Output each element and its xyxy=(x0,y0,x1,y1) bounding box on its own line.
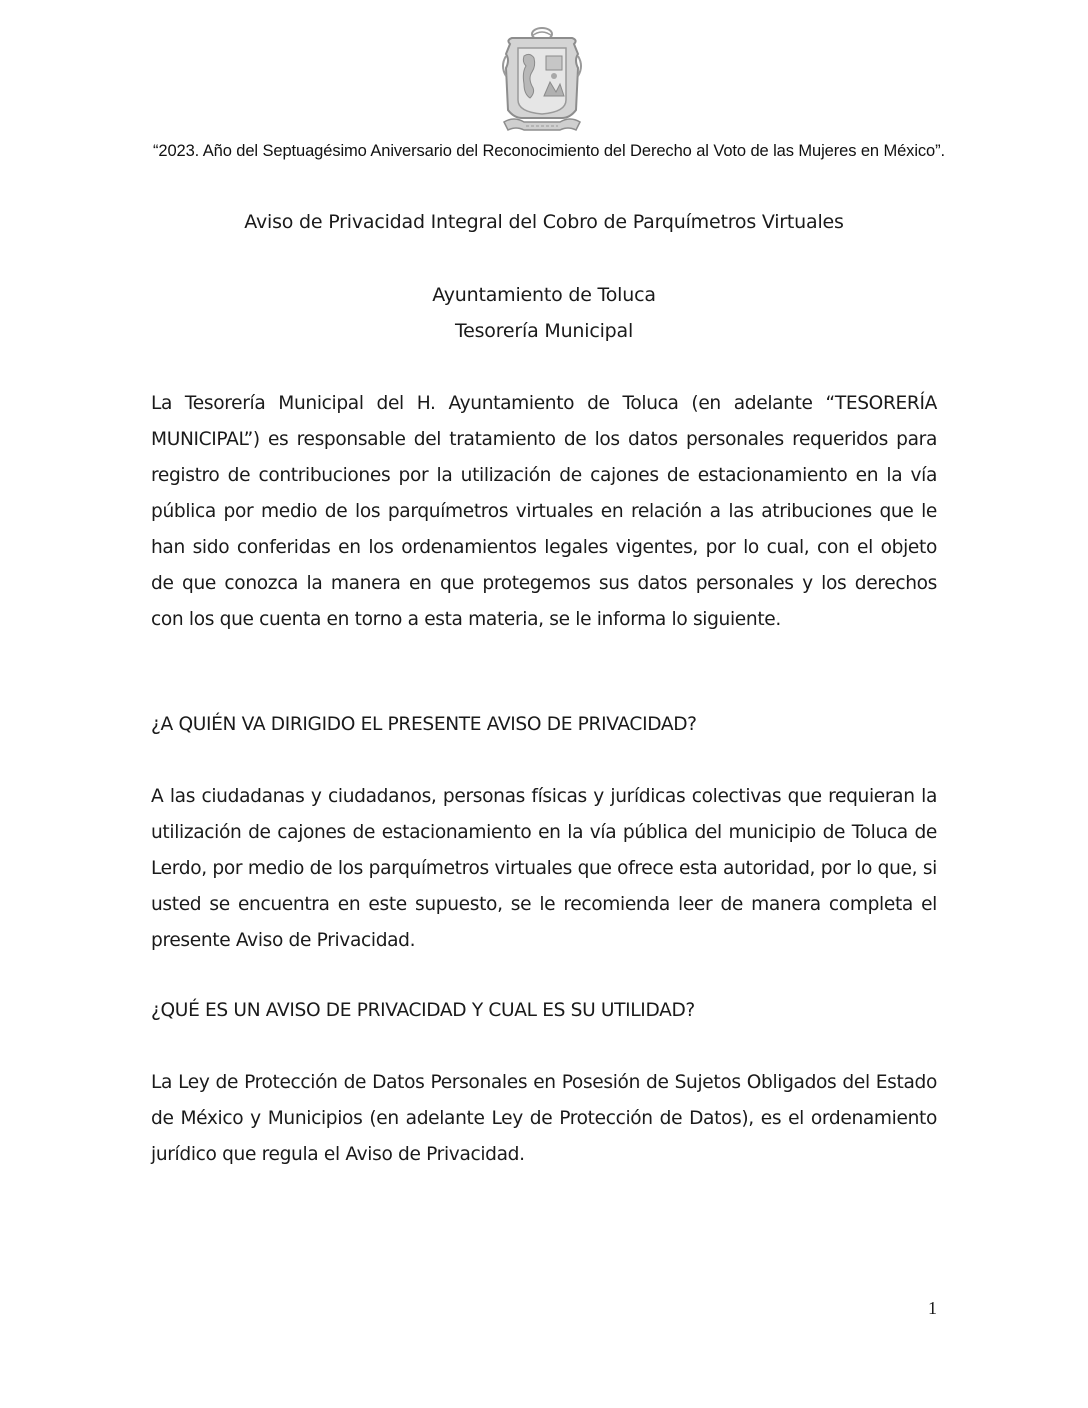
section-heading-notice-purpose: ¿QUÉ ES UN AVISO DE PRIVACIDAD Y CUAL ES SU UTILIDAD? xyxy=(151,1000,695,1021)
page-number: 1 xyxy=(928,1298,937,1318)
document-title: Aviso de Privacidad Integral del Cobro de Parquímetros Virtuales xyxy=(244,211,844,233)
coat-of-arms-icon xyxy=(500,26,584,134)
audience-paragraph: A las ciudadanas y ciudadanos, personas físicas y jurídicas colectivas que requieran la utilización de cajones de estacionamiento en la vía pública del municipio de Toluca de Lerdo, por medio de los parquímetros virtuales que ofrece esta autoridad, por lo que, si usted se encuentra en este supuesto, se le recomienda leer de manera completa el presente Aviso de Privacidad. xyxy=(151,786,937,951)
section-heading-audience: ¿A QUIÉN VA DIRIGIDO EL PRESENTE AVISO DE PRIVACIDAD? xyxy=(151,714,697,735)
intro-paragraph: La Tesorería Municipal del H. Ayuntamiento de Toluca (en adelante “TESORERÍA MUNICIPAL”) es responsable del tratamiento de los datos personales requeridos para registro de contribuciones por la utilización de cajones de estacionamiento en la vía pública por medio de los parquímetros virtuales en relación a las atribuciones que le han sido conferidas en los ordenamientos legales vigentes, por lo cual, con el objeto de que conozca la manera en que protegemos sus datos personales y los derechos con los que cuenta en torno a esta materia, se le informa lo siguiente. xyxy=(151,393,937,630)
department-name: Tesorería Municipal xyxy=(454,320,634,342)
organization-name: Ayuntamiento de Toluca xyxy=(432,284,656,306)
commemorative-motto: “2023. Año del Septuagésimo Aniversario del Reconocimiento del Derecho al Voto de las Mujeres en México”. xyxy=(152,142,946,160)
notice-purpose-paragraph: La Ley de Protección de Datos Personales en Posesión de Sujetos Obligados del Estado de México y Municipios (en adelante Ley de Protección de Datos), es el ordenamiento jurídico que regula el Aviso de Privacidad. xyxy=(151,1072,937,1165)
